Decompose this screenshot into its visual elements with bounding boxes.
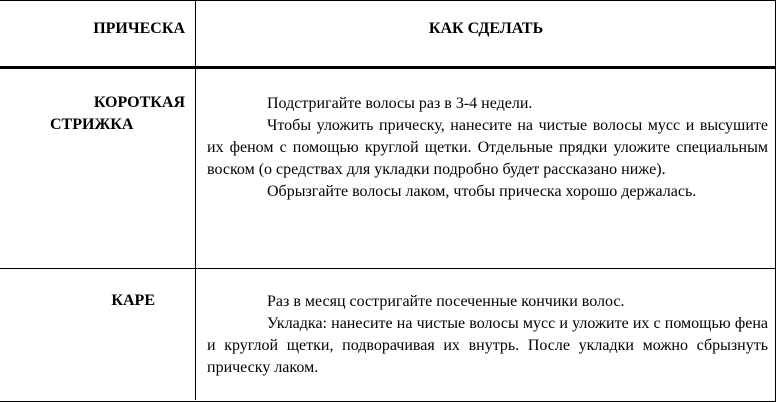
row-body-short-haircut <box>207 93 768 203</box>
row-name-line1: КОРОТКАЯ <box>93 94 185 111</box>
header-divider <box>0 66 776 69</box>
paragraph: Чтобы уложить прическу, нанесите на чистые волосы мусс и высушите их феном с помощью круглой щетки. Отдельные прядки уложите специальным воском (о средствах для укладки подробно будет рассказано ниже). <box>207 117 768 178</box>
row-name-bob: КАРЕ <box>111 292 155 309</box>
paragraph: Подстригайте волосы раз в 3-4 недели. <box>267 95 533 112</box>
row-divider <box>0 268 776 269</box>
paragraph: Раз в месяц состригайте посеченные кончики волос. <box>267 293 625 310</box>
header-hairstyle: ПРИЧЕСКА <box>93 20 185 37</box>
paragraph: Обрызгайте волосы лаком, чтобы прическа хорошо держалась. <box>267 183 697 200</box>
column-divider <box>195 0 196 400</box>
row-name-short-haircut <box>40 92 185 136</box>
header-how-to: КАК СДЕЛАТЬ <box>428 20 544 37</box>
row-name-line2: СТРИЖКА <box>50 116 134 133</box>
row-body-bob <box>207 291 768 379</box>
paragraph: Укладка: нанесите на чистые волосы мусс и уложите их с помощью фена и круглой щетки, подворачивая их внутрь. После укладки можно сбрызнуть прическу лаком. <box>207 315 768 376</box>
